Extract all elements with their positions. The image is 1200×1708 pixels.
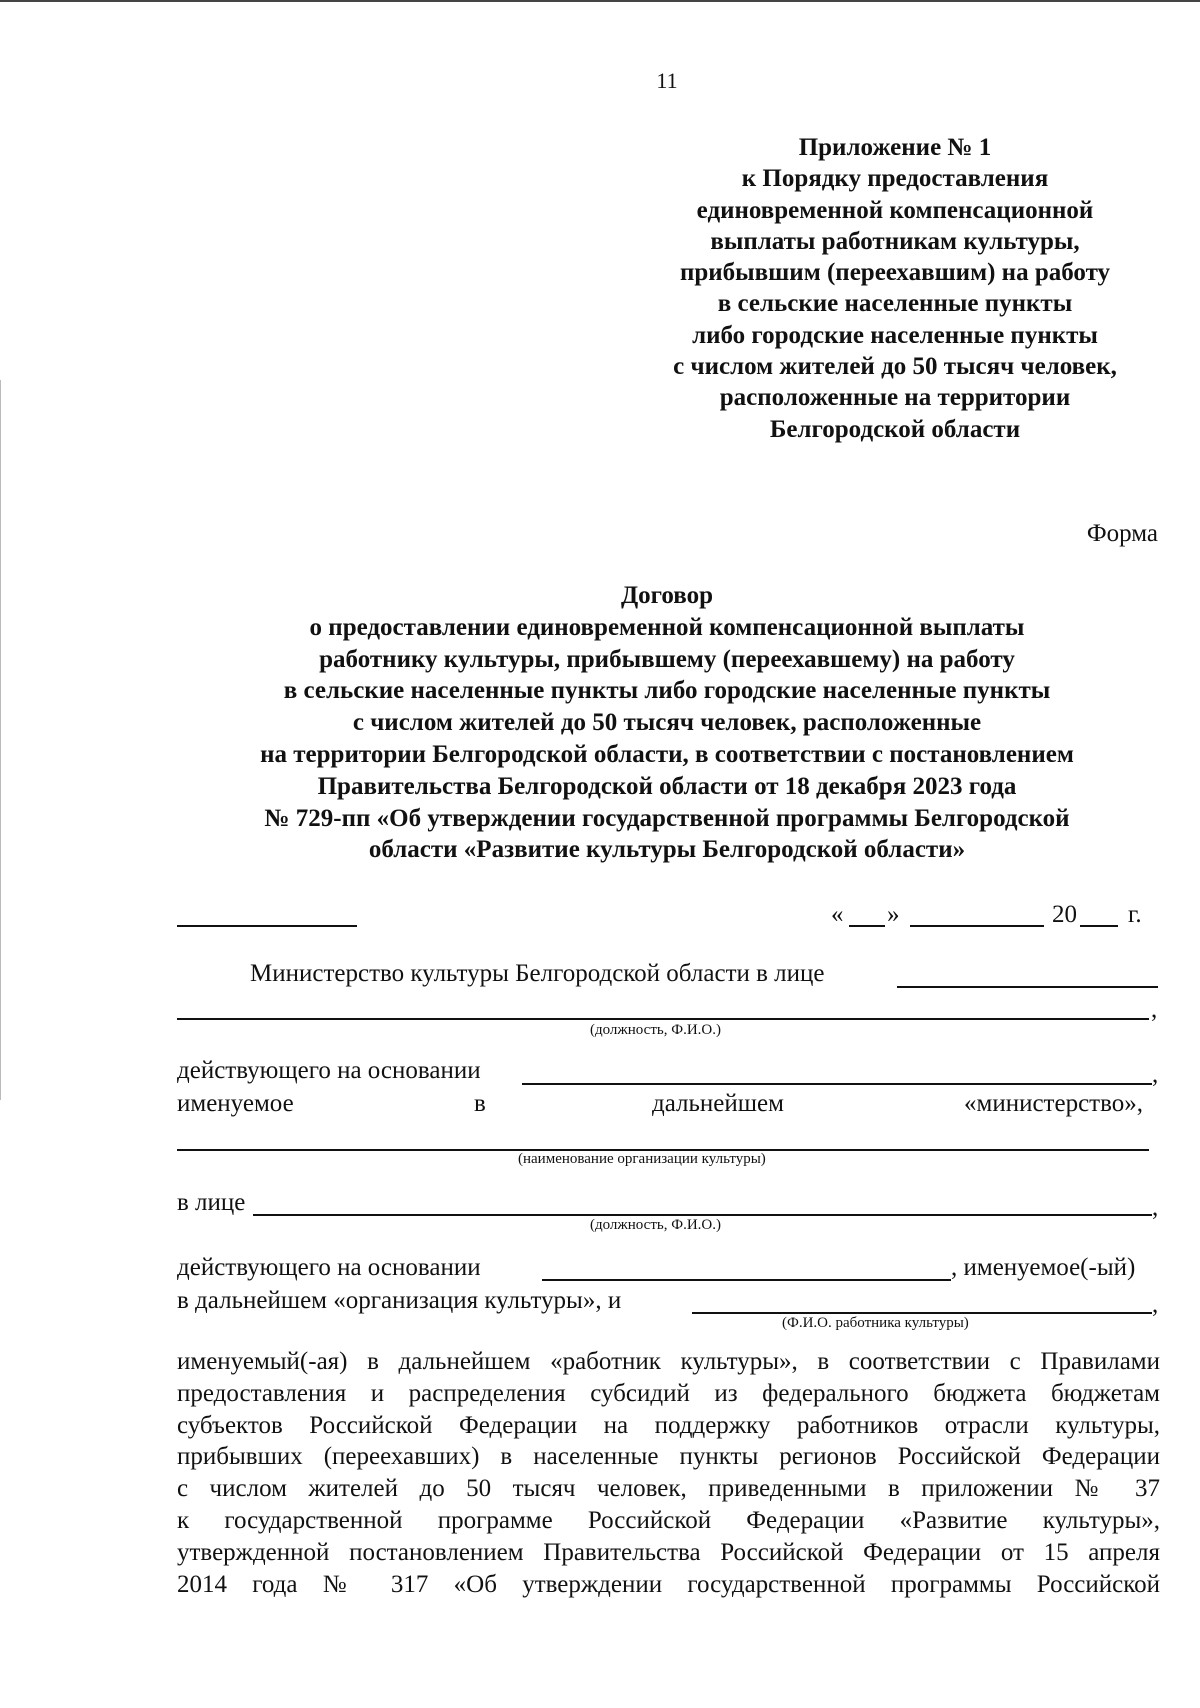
comma-mark: , [1152,1061,1159,1088]
form-label: Форма [1086,520,1158,547]
appendix-line: расположенные на территории [719,384,1071,412]
appendix-line: выплаты работникам культуры, [710,227,1080,255]
acting-basis-blank-line[interactable] [542,1279,951,1281]
comma-mark: , [1152,1291,1159,1318]
date-year-prefix: 20 [1052,901,1077,928]
title-line: в сельские населенные пункты либо городские населенные пункты [283,677,1051,705]
title-line: Договор [620,582,714,609]
ministry-position-blank-line[interactable] [177,1018,1149,1020]
referred-word: в [474,1090,486,1117]
acting-basis-label: действующего на основании [177,1057,481,1084]
day-blank-line[interactable] [849,925,885,927]
place-blank-line[interactable] [177,925,357,927]
org-referred-label: в дальнейшем «организация культуры», и [177,1287,622,1314]
acting-basis-blank-line[interactable] [522,1083,1152,1085]
org-rep-blank-line[interactable] [253,1214,1152,1216]
worker-name-blank-line[interactable] [692,1312,1152,1314]
appendix-line: Приложение № 1 [798,134,992,161]
position-hint: (должность, Ф.И.О.) [590,1217,721,1233]
acting-basis-label: действующего на основании [177,1254,481,1281]
comma-mark: , [1152,1194,1159,1221]
body-paragraph [177,1346,1160,1600]
comma-mark: , [1151,996,1158,1023]
referred-word: «министерство», [964,1090,1143,1117]
month-blank-line[interactable] [910,925,1044,927]
appendix-line: в сельские населенные пункты [717,290,1073,318]
appendix-line: Белгородской области [769,415,1021,443]
appendix-line: либо городские населенные пункты [692,321,1098,349]
worker-name-hint: (Ф.И.О. работника культуры) [782,1315,969,1331]
title-line: Правительства Белгородской области от 18 декабря 2023 года [317,772,1017,800]
title-line: области «Развитие культуры Белгородской области» [368,836,966,864]
body-line: предоставления и распределения субсидий из федерального бюджета бюджетам [177,1379,1160,1407]
appendix-line: единовременной компенсационной [696,196,1094,224]
title-line: на территории Белгородской области, в соответствии с постановлением [260,740,1074,768]
body-line: с числом жителей до 50 тысяч человек, приведенными в приложении № 37 [177,1475,1160,1503]
referred-word: именуемое [177,1090,294,1117]
body-line: к государственной программе Российской Федерации «Развитие культуры», [177,1506,1160,1534]
appendix-line: прибывшим (переехавшим) на работу [679,259,1111,287]
page-number: 11 [656,68,678,93]
year-blank-line[interactable] [1080,925,1118,927]
referred-word: дальнейшем [652,1090,784,1117]
appendix-line: к Порядку предоставления [741,165,1049,193]
date-quote-close: » [887,901,900,928]
date-quote-open: « [831,901,844,928]
body-line: именуемый(-ая) в дальнейшем «работник культуры», в соответствии с Правилами [177,1348,1160,1375]
title-line: о предоставлении единовременной компенсационной выплаты [309,613,1025,641]
appendix-line: с числом жителей до 50 тысяч человек, [673,353,1117,381]
ministry-rep-blank-line[interactable] [897,986,1158,988]
body-line: субъектов Российской Федерации на поддержку работников отрасли культуры, [177,1411,1160,1439]
title-line: № 729-пп «Об утверждении государственной программы Белгородской [264,804,1070,832]
in-person-label: в лице [177,1189,246,1216]
body-line: прибывших (переехавших) в населенные пункты регионов Российской Федерации [177,1443,1160,1471]
date-year-suffix: г. [1128,901,1142,928]
org-name-hint: (наименование организации культуры) [518,1151,766,1167]
title-line: работнику культуры, прибывшему (переехавшему) на работу [319,645,1015,673]
scan-top-edge [0,0,1200,2]
referred-as-label: , именуемое(-ый) [951,1254,1136,1281]
body-line: утвержденной постановлением Правительства Российской Федерации от 15 апреля [177,1538,1160,1566]
title-line: с числом жителей до 50 тысяч человек, расположенные [352,709,982,737]
ministry-intro: Министерство культуры Белгородской области в лице [250,960,825,987]
position-hint: (должность, Ф.И.О.) [590,1022,721,1038]
body-line: 2014 года № 317 «Об утверждении государственной программы Российской [177,1570,1160,1598]
appendix-header [660,132,1130,445]
scan-left-edge [0,380,1,1100]
contract-title [150,580,1184,866]
